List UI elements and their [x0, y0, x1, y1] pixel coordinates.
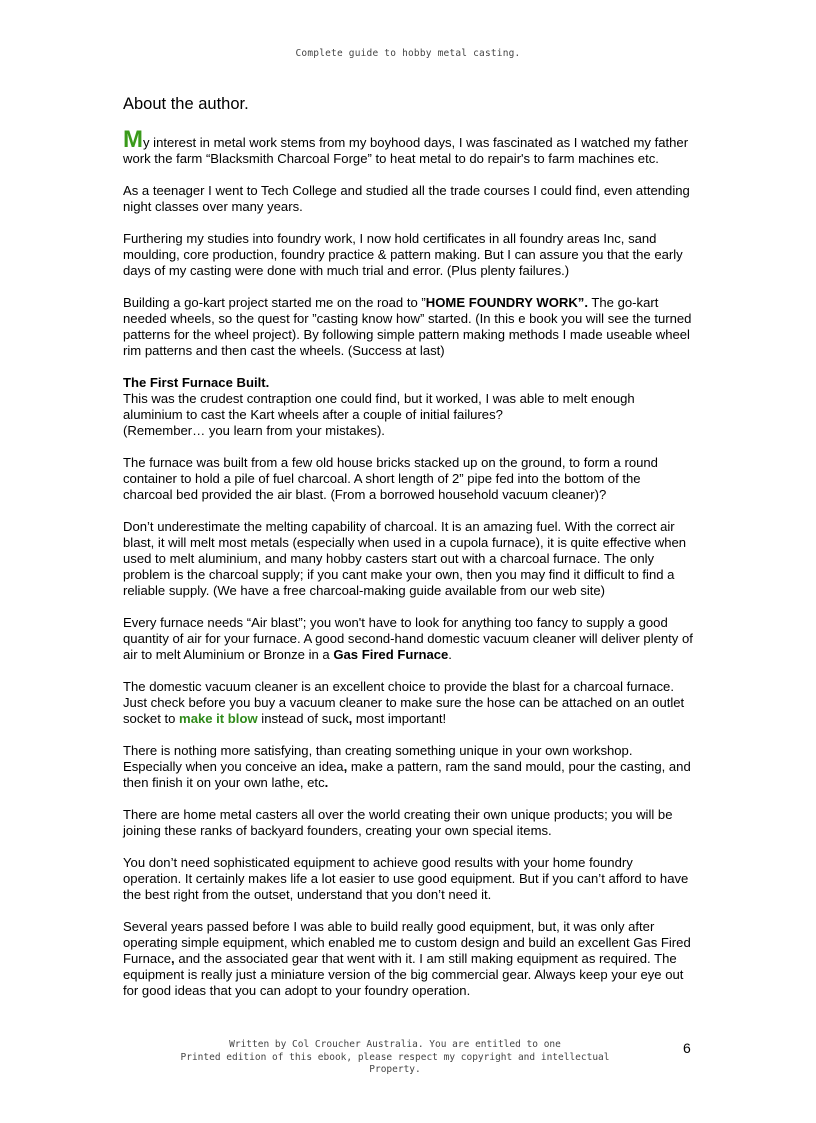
paragraph-text: Building a go-kart project started me on the road to ”: [123, 295, 426, 310]
highlighted-phrase: make it blow: [179, 711, 258, 726]
subheading-first-furnace: The First Furnace Built.: [123, 375, 270, 390]
section-title: About the author.: [123, 95, 249, 113]
paragraph-furnace-bricks: The furnace was built from a few old house bricks stacked up on the ground, to form a round container to hold a pile of fuel charcoal. A short length of 2” pipe fed into the bottom of the charcoal bed provided the air blast. (From a borrowed household vacuum cleaner)?: [123, 455, 658, 502]
paragraph-certificates: Furthering my studies into foundry work, I now hold certificates in all foundry areas Inc, sand moulding, core production, foundry practice & pattern making. But I can assure you that the early days of my casting were done with much trial and error. (Plus plenty failures.): [123, 231, 683, 278]
bold-comma: ,: [343, 759, 348, 774]
paragraph-text: instead of suck: [257, 711, 349, 726]
bold-phrase: HOME FOUNDRY WORK”.: [425, 295, 588, 310]
paragraph-text: The go-kart needed wheels, so the quest for ”casting know how” started. (In this e book you will see the turned patterns for the wheel project). By following simple pattern making methods I made useable wheel rim patterns and then cast the wheels. (Success at last): [123, 295, 692, 358]
footer-line: Property.: [369, 1064, 421, 1075]
paragraph-text: and the associated gear that went with it. I am still making equipment as required. The equipment is really just a miniature version of the big commercial gear. Always keep your eye out for good ideas that you can adopt to your foundry operation.: [123, 951, 684, 998]
paragraph-home-casters: There are home metal casters all over the world creating their own unique products; you will be joining these ranks of backyard founders, creating your own special items.: [123, 807, 673, 838]
page-header: Complete guide to hobby metal casting.: [295, 48, 521, 59]
paragraph-equipment: You don’t need sophisticated equipment to achieve good results with your home foundry operation. It certainly makes life a lot easier to use good equipment. But if you can’t afford to have the best right from the outset, understand that you don’t need it.: [123, 855, 689, 902]
document-body: [123, 94, 693, 1015]
paragraph-text: The domestic vacuum cleaner is an excellent choice to provide the blast for a charcoal furnace. Just check before you buy a vacuum cleaner to make sure the hose can be attached on an outlet socket to: [123, 679, 685, 726]
paragraph-text: There is nothing more satisfying, than creating something unique in your own workshop. Especially when you conceive an idea: [123, 743, 633, 774]
paragraph-go-kart: [123, 295, 693, 359]
paragraph-text: most important!: [352, 711, 447, 726]
paragraph-intro: [123, 126, 693, 167]
footer-line: Printed edition of this ebook, please respect my copyright and intellectual: [180, 1051, 610, 1063]
paragraph-charcoal: Don’t underestimate the melting capability of charcoal. It is an amazing fuel. With the correct air blast, it will melt most metals (especially when used in a cupola furnace), it is quite effective when used to melt aluminium, and many hobby casters start out with a charcoal furnace. The only problem is the charcoal supply; if you cant make your own, then you may find it difficult to find a reliable supply. (We have a free charcoal-making guide available from our web site): [123, 519, 687, 598]
footer-line: Written by Col Croucher Australia. You are entitled to one: [229, 1039, 561, 1050]
paragraph-text: y interest in metal work stems from my boyhood days, I was fascinated as I watched my father work the farm “Blacksmith Charcoal Forge” to heat metal to do repair's to farm machines etc.: [123, 135, 689, 166]
paragraph-satisfying: [123, 743, 693, 791]
paragraph-text: make a pattern, ram the sand mould, pour the casting, and then finish it on your own lathe, etc: [123, 759, 691, 790]
paragraph-vacuum-cleaner: [123, 679, 693, 727]
drop-cap: M: [123, 126, 143, 153]
paragraph-several-years: [123, 919, 693, 999]
paragraph-text: (Remember… you learn from your mistakes).: [123, 423, 385, 438]
paragraph-tech-college: As a teenager I went to Tech College and studied all the trade courses I could find, even attending night classes over many years.: [123, 183, 690, 214]
paragraph-text: .: [448, 647, 452, 662]
page-footer: [0, 1039, 790, 1077]
bold-comma: ,: [348, 711, 353, 726]
bold-period: .: [324, 775, 329, 790]
paragraph-text: Several years passed before I was able to build really good equipment, but, it was only after operating simple equipment, which enabled me to custom design and build an excellent Gas Fired Furnace: [123, 919, 691, 966]
bold-comma: ,: [171, 951, 175, 966]
page-number: 6: [683, 1040, 691, 1056]
paragraph-text: Every furnace needs “Air blast”; you won't have to look for anything too fancy to supply a good quantity of air for your furnace. A good second-hand domestic vacuum cleaner will deliver plenty of air to melt Aluminium or Bronze in a: [123, 615, 693, 662]
paragraph-text: This was the crudest contraption one could find, but it worked, I was able to melt enough aluminium to cast the Kart wheels after a couple of initial failures?: [123, 391, 635, 422]
paragraph-air-blast: [123, 615, 693, 663]
paragraph-first-furnace: [123, 375, 693, 439]
bold-phrase: Gas Fired Furnace: [333, 647, 449, 662]
